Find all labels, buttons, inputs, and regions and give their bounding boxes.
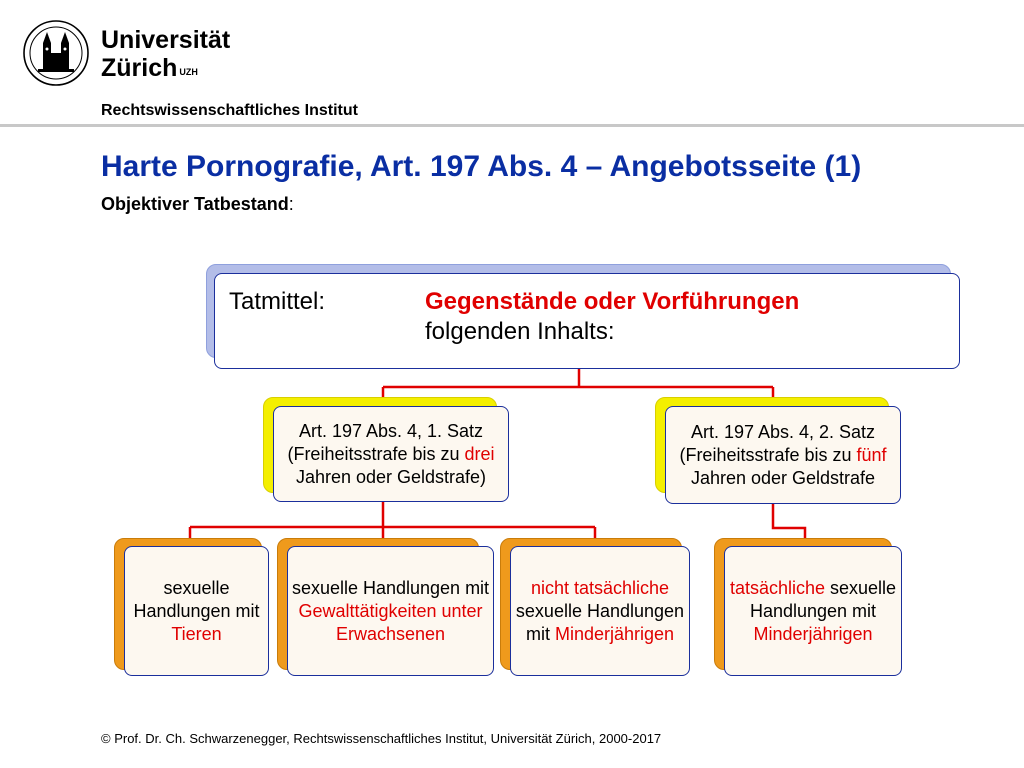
page-title: Harte Pornografie, Art. 197 Abs. 4 – Angebotsseite (1): [101, 150, 862, 183]
leaf-2-box: [287, 546, 494, 676]
leaf-3-text-red2: Minderjährigen: [554, 623, 675, 644]
leaf-2-text: [288, 577, 493, 646]
root-label: Tatmittel:: [229, 288, 326, 315]
branch-left-text-red: drei: [464, 443, 495, 464]
branch-left-text-b: Jahren oder Geldstrafe): [295, 466, 487, 487]
institute-name: Rechtswissenschaftliches Institut: [101, 102, 358, 119]
leaf-1-text-red: Tieren: [171, 623, 222, 644]
leaf-3-text-a: sexuelle Handlungen mit: [515, 600, 685, 644]
leaf-4-text: [725, 577, 901, 646]
branch-right-text-red: fünf: [856, 444, 887, 465]
connector-right-to-leaf4: [773, 504, 805, 540]
leaf-4-text-red2: Minderjährigen: [753, 623, 873, 644]
leaf-3-box: [510, 546, 690, 676]
branch-left-text: [274, 420, 508, 489]
university-name-line1: Universität: [101, 26, 231, 54]
branch-right-text-b: Jahren oder Geldstrafe: [690, 467, 876, 488]
branch-left-box: [273, 406, 509, 502]
leaf-1-box: [124, 546, 269, 676]
branch-right-box: [665, 406, 901, 504]
uzh-mark: UZH: [179, 67, 198, 77]
footer-copyright: © Prof. Dr. Ch. Schwarzenegger, Rechtswissenschaftliches Institut, Universität Zürich, 2000-2017: [101, 731, 662, 746]
leaf-1-text: [125, 577, 268, 646]
root-value-highlight: Gegenstände oder Vorführungen: [425, 288, 800, 315]
university-name-line2: Zürich: [101, 54, 178, 82]
subtitle-colon: :: [288, 194, 294, 214]
leaf-3-text-red: nicht tatsächliche: [530, 577, 670, 598]
subtitle-label: Objektiver Tatbestand: [101, 194, 289, 214]
root-value-rest: folgenden Inhalts:: [425, 318, 615, 345]
leaf-4-text-a: sexuelle Handlungen mit: [749, 577, 897, 621]
leaf-4-box: [724, 546, 902, 676]
leaf-2-text-a: sexuelle Handlungen mit: [291, 577, 490, 598]
leaf-2-text-red: Gewalttätigkeiten unter Erwachsenen: [298, 600, 483, 644]
branch-right-text-a: Art. 197 Abs. 4, 2. Satz (Freiheitsstrafe bis zu: [679, 421, 876, 465]
branch-right-text: [666, 421, 900, 490]
leaf-1-text-a: sexuelle Handlungen mit: [133, 577, 260, 621]
leaf-4-text-red: tatsächliche: [729, 577, 825, 598]
branch-left-text-a: Art. 197 Abs. 4, 1. Satz (Freiheitsstrafe bis zu: [287, 420, 484, 464]
leaf-3-text: [511, 577, 689, 646]
